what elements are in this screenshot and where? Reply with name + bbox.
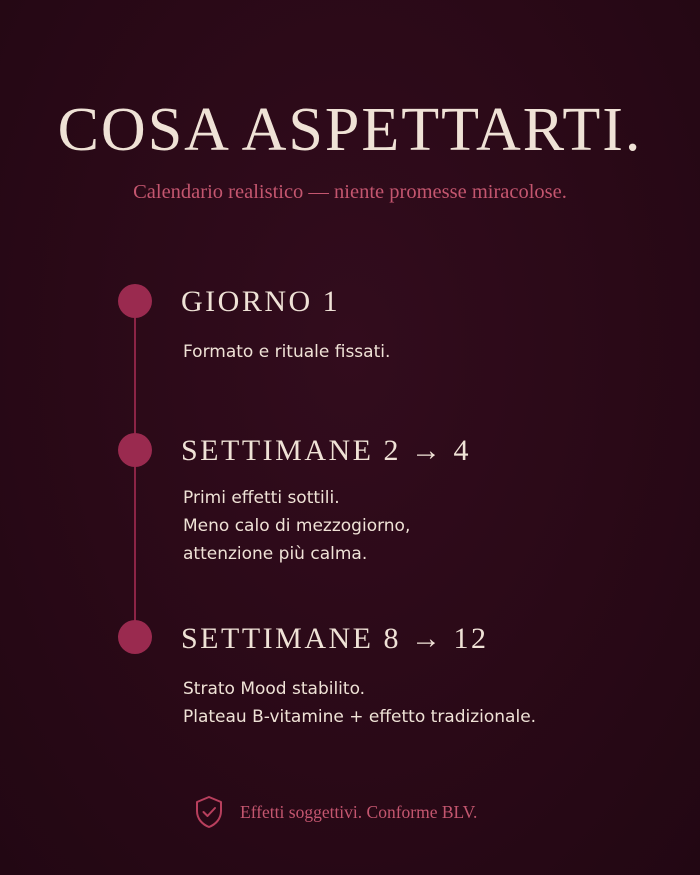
timeline-dot — [118, 433, 152, 467]
shield-check-icon — [194, 795, 224, 829]
step-description-line: Strato Mood stabilito. — [183, 679, 366, 699]
step-description-line: Formato e rituale fissati. — [183, 342, 391, 362]
footer-text: Effetti soggettivi. Conforme BLV. — [240, 801, 478, 822]
step-description-line: Primi effetti sottili. — [183, 488, 340, 508]
timeline-connector-line — [134, 300, 136, 637]
step-description-line: Plateau B-vitamine + effetto tradizionale. — [183, 707, 537, 727]
page-subtitle: Calendario realistico — niente promesse miracolose. — [133, 181, 567, 203]
step-title-settimane-2-4: SETTIMANE 2 → 4 — [181, 434, 471, 467]
step-title-giorno-1: GIORNO 1 — [181, 285, 341, 318]
step-description — [183, 484, 410, 568]
step-title-settimane-8-12: SETTIMANE 8 → 12 — [181, 622, 489, 655]
step-description-line: attenzione più calma. — [183, 544, 368, 564]
timeline-dot — [118, 620, 152, 654]
step-description-line: Meno calo di mezzogiorno, — [183, 516, 411, 536]
step-description — [183, 338, 390, 366]
step-description — [183, 675, 536, 731]
page-title: COSA ASPETTARTI. — [57, 96, 643, 164]
timeline-dot — [118, 284, 152, 318]
footer-disclaimer — [194, 795, 477, 829]
